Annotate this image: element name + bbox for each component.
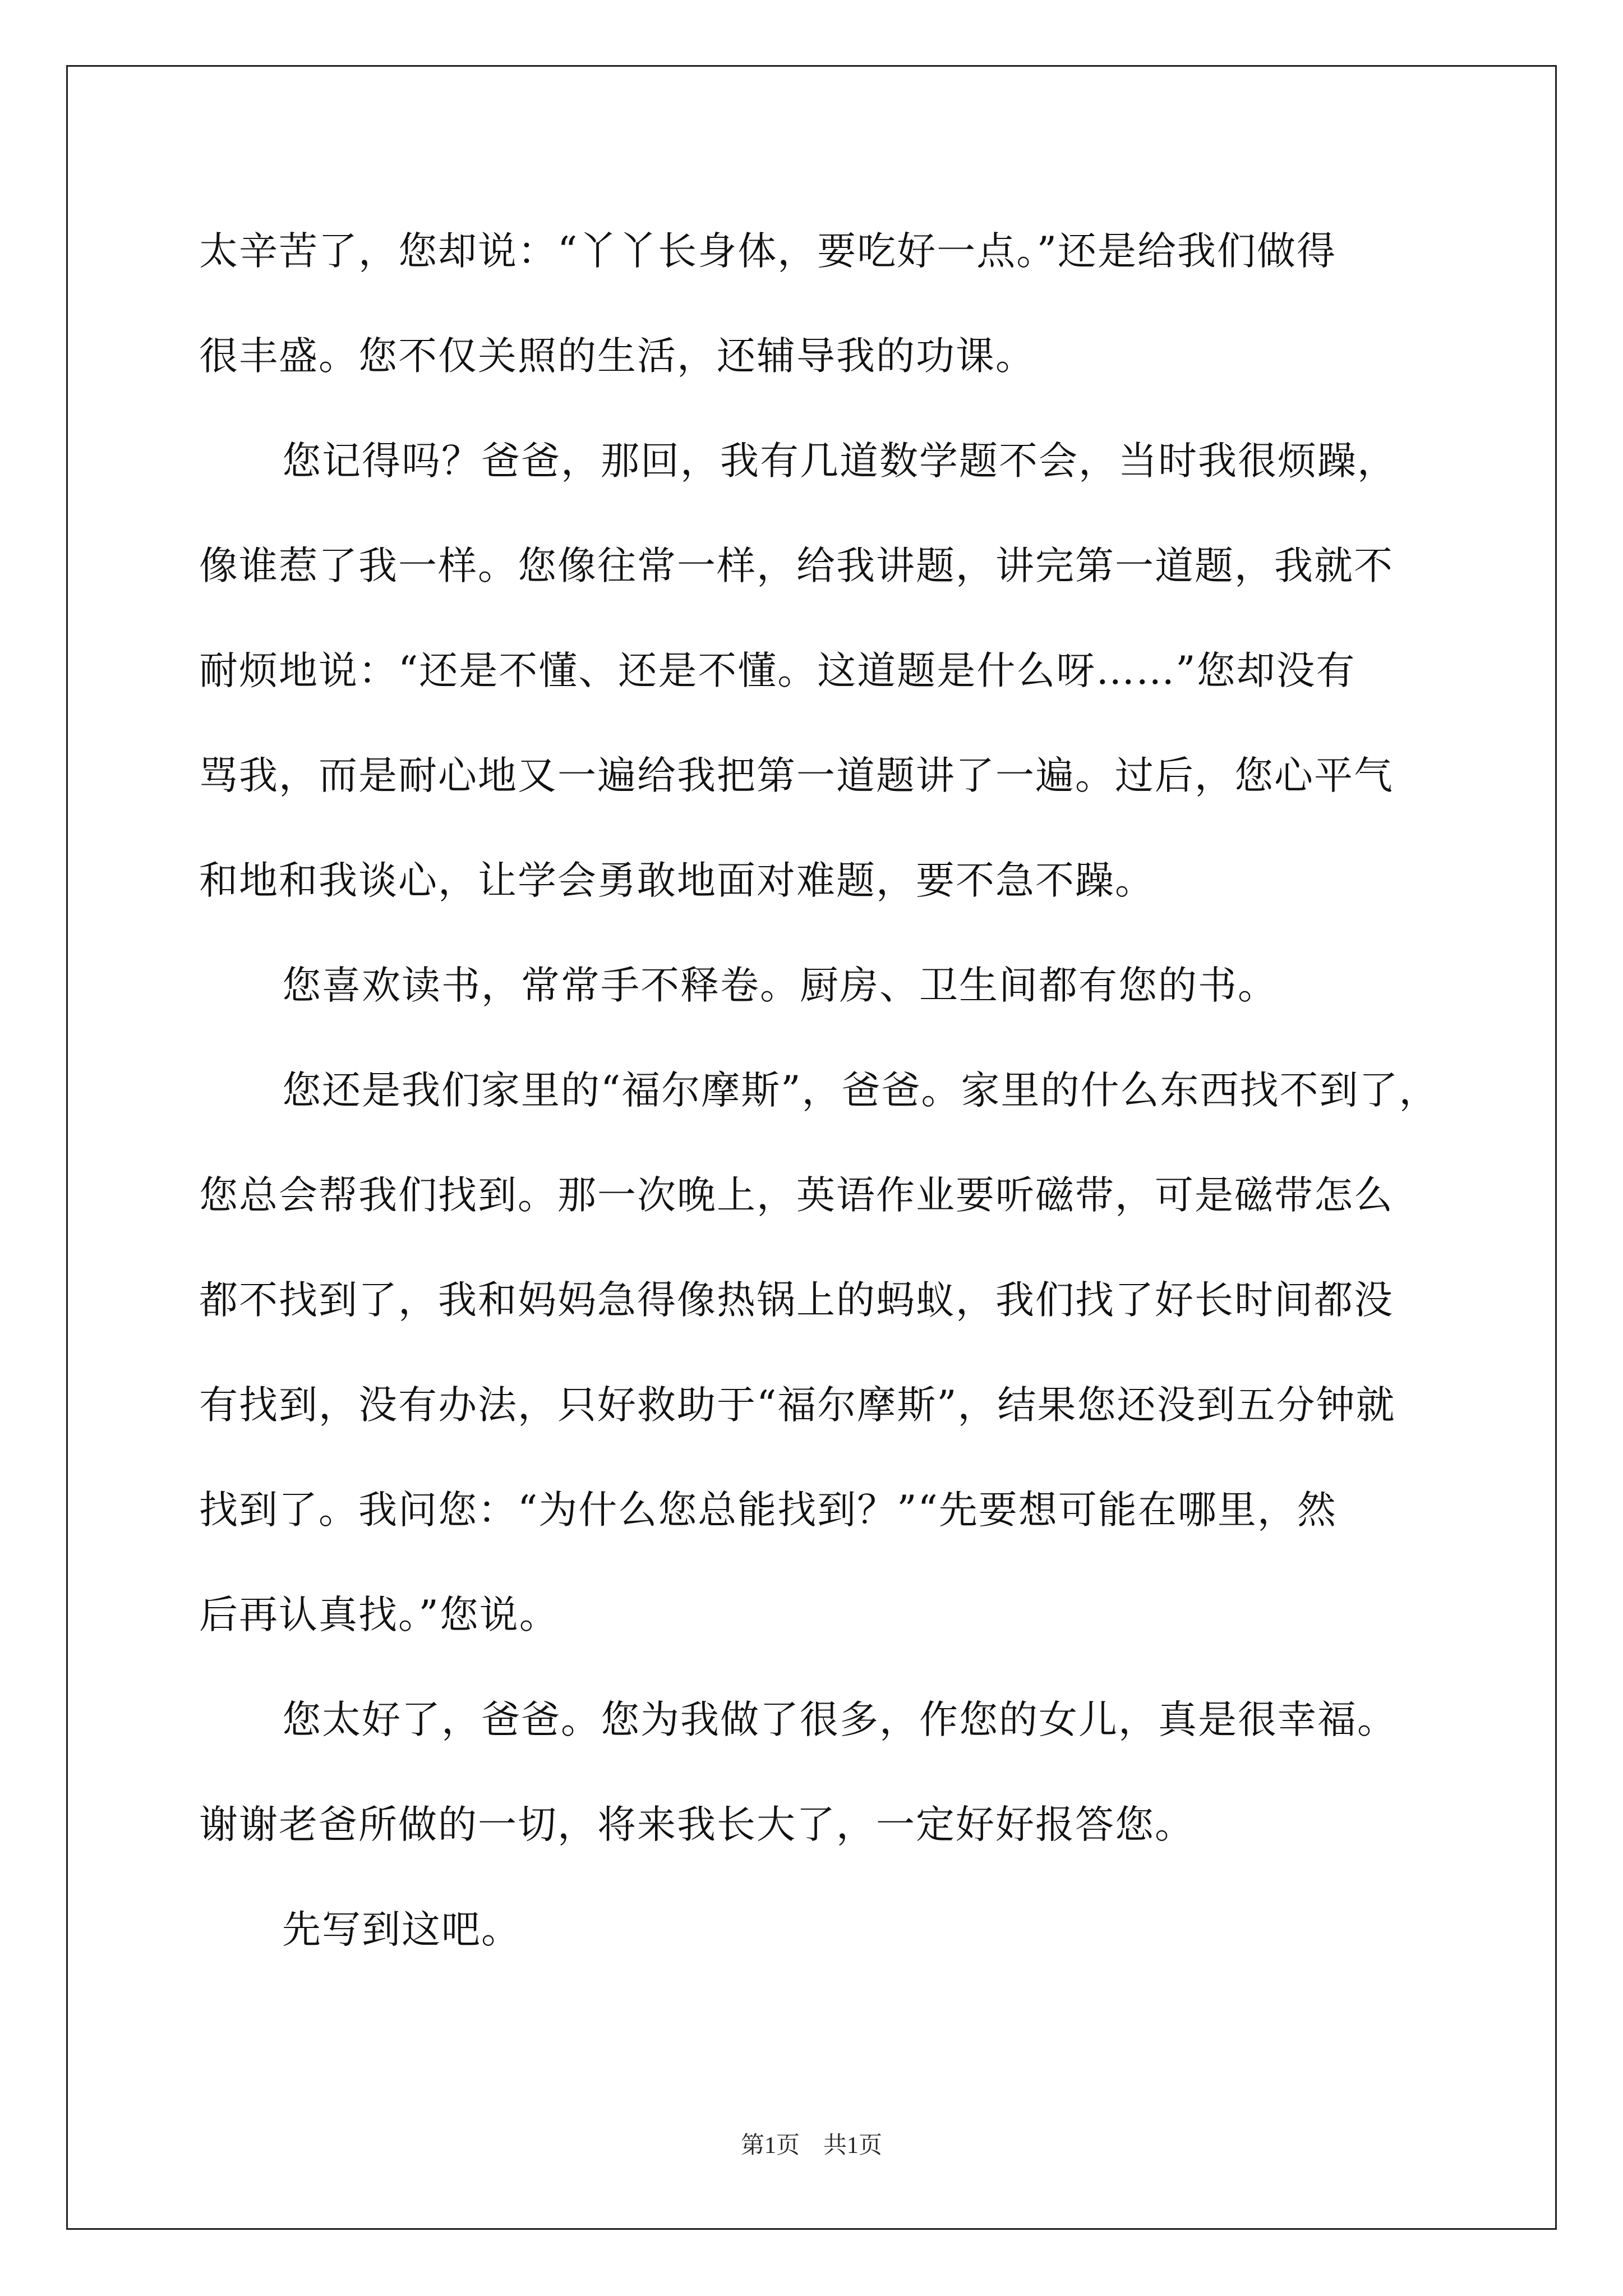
text-line: 您喜欢读书，常常手不释卷。厨房、卫生间都有您的书。 (282, 963, 1278, 1008)
text-line: 很丰盛。您不仅关照的生活，还辅导我的功课。 (199, 334, 1035, 379)
text-line: 您还是我们家里的“福尔摩斯”，爸爸。家里的什么东西找不到了， (282, 1068, 1439, 1113)
text-line: 找到了。我问您：“为什么您总能找到？”“先要想可能在哪里，然 (199, 1488, 1337, 1533)
text-line: 像谁惹了我一样。您像往常一样，给我讲题，讲完第一道题，我就不 (199, 544, 1394, 588)
text-line: 后再认真找。”您说。 (199, 1593, 559, 1637)
text-line: 骂我，而是耐心地又一遍给我把第一道题讲了一遍。过后，您心平气 (199, 753, 1394, 798)
text-line: 和地和我谈心，让学会勇敢地面对难题，要不急不躁。 (199, 858, 1155, 903)
text-line: 耐烦地说：“还是不懂、还是不懂。这道题是什么呀……”您却没有 (199, 648, 1356, 693)
text-line: 太辛苦了，您却说：“丫丫长身体，要吃好一点。”还是给我们做得 (199, 229, 1337, 274)
text-line: 有找到，没有办法，只好救助于“福尔摩斯”，结果您还没到五分钟就 (199, 1383, 1396, 1428)
text-line: 谢谢老爸所做的一切，将来我长大了，一定好好报答您。 (199, 1802, 1195, 1847)
text-line: 都不找到了，我和妈妈急得像热锅上的蚂蚁，我们找了好长时间都没 (199, 1278, 1394, 1323)
text-line: 您记得吗？爸爸，那回，我有几道数学题不会，当时我很烦躁， (282, 439, 1397, 484)
page-footer: 第1页 共1页 (740, 2133, 882, 2159)
text-line: 您总会帮我们找到。那一次晚上，英语作业要听磁带，可是磁带怎么 (199, 1173, 1394, 1218)
text-line: 先写到这吧。 (282, 1907, 521, 1952)
document-body (199, 216, 1439, 1999)
text-line: 您太好了，爸爸。您为我做了很多，作您的女儿，真是很幸福。 (282, 1697, 1397, 1742)
